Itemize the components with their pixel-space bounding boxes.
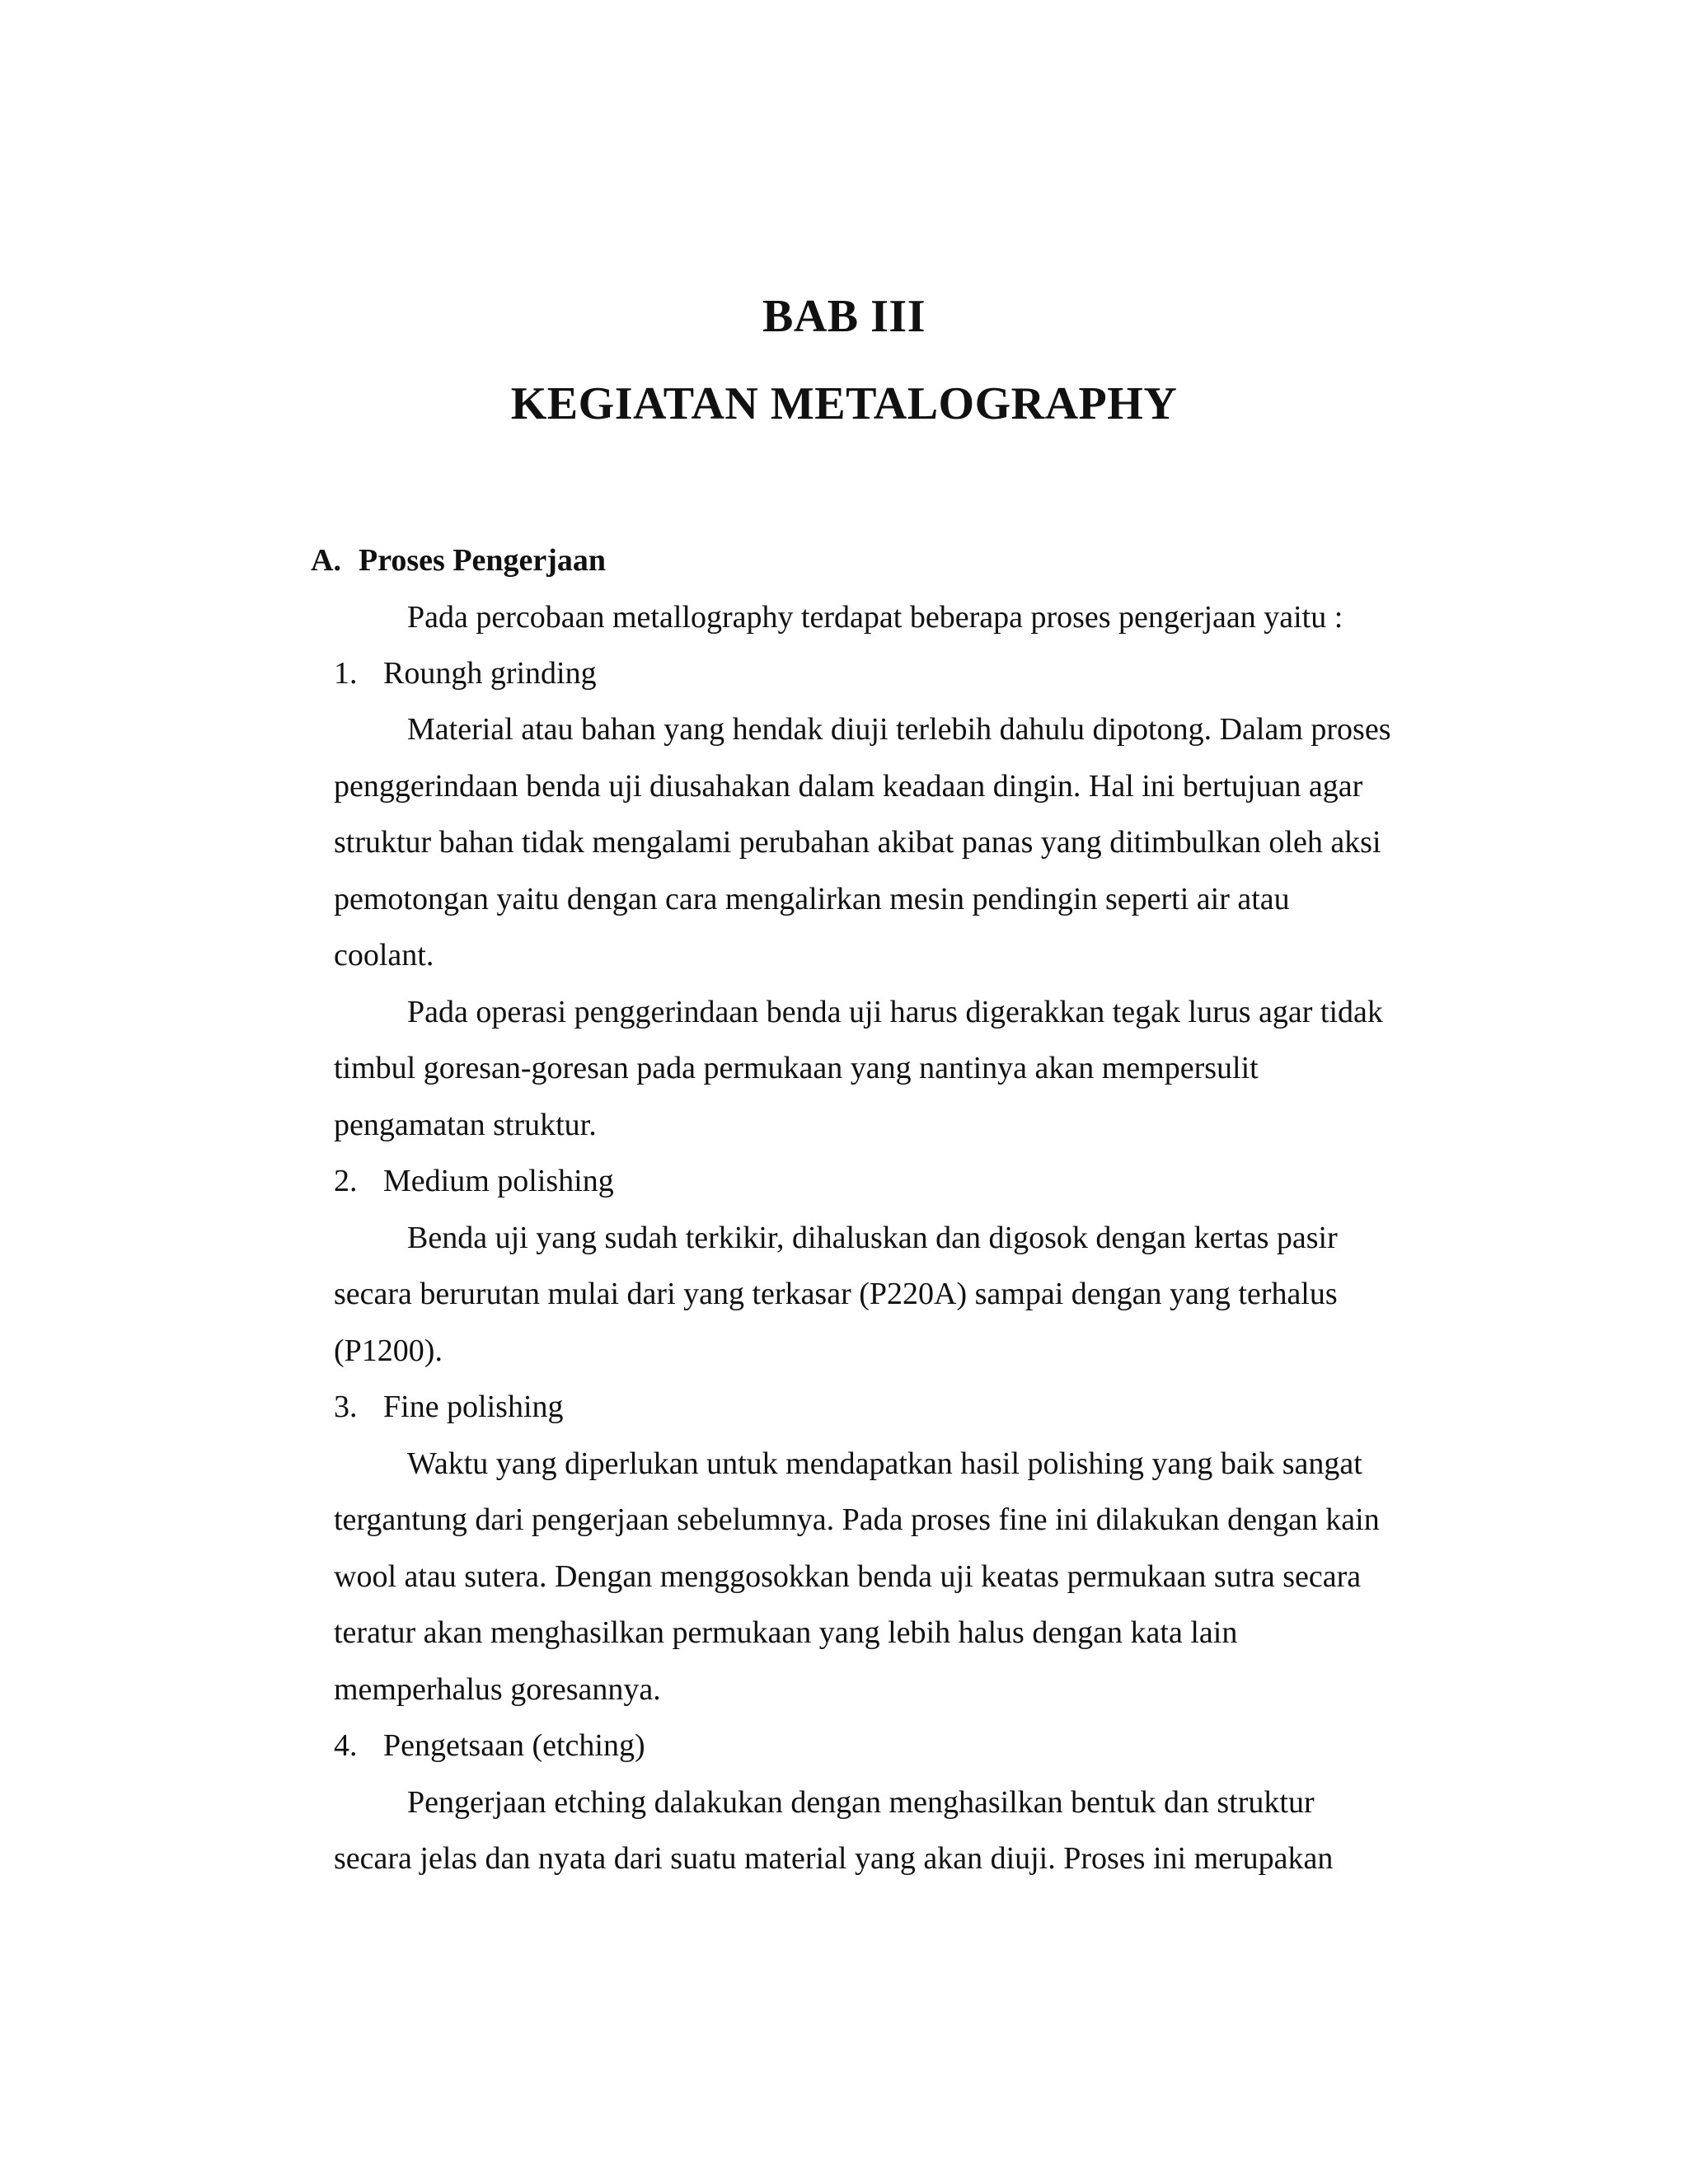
section-title: Proses Pengerjaan <box>359 543 607 578</box>
list-item-number: 1. <box>334 656 358 691</box>
paragraph-line: struktur bahan tidak mengalami perubahan akibat panas yang ditimbulkan oleh aksi <box>334 825 1381 860</box>
paragraph-line: teratur akan menghasilkan permukaan yang lebih halus dengan kata lain <box>334 1615 1238 1650</box>
list-item-number: 2. <box>334 1164 358 1198</box>
paragraph-line: pengamatan struktur. <box>334 1108 597 1142</box>
paragraph-line: Waktu yang diperlukan untuk mendapatkan hasil polishing yang baik sangat <box>407 1446 1362 1481</box>
paragraph-line: Pada operasi penggerindaan benda uji harus digerakkan tegak lurus agar tidak <box>407 995 1383 1029</box>
paragraph-line: Benda uji yang sudah terkikir, dihaluskan dan digosok dengan kertas pasir <box>407 1221 1338 1255</box>
paragraph-line: secara jelas dan nyata dari suatu material yang akan diuji. Proses ini merupakan <box>334 1841 1334 1876</box>
paragraph-line: pemotongan yaitu dengan cara mengalirkan mesin pendingin seperti air atau <box>334 882 1290 916</box>
list-item-heading <box>334 1390 564 1423</box>
paragraph-line: penggerindaan benda uji diusahakan dalam keadaan dingin. Hal ini bertujuan agar <box>334 769 1363 804</box>
paragraph-line: Pengerjaan etching dalakukan dengan menghasilkan bentuk dan struktur <box>407 1785 1315 1820</box>
list-item-title: Pengetsaan (etching) <box>383 1728 645 1763</box>
paragraph-line: wool atau sutera. Dengan menggosokkan benda uji keatas permukaan sutra secara <box>334 1559 1362 1594</box>
paragraph-line: secara berurutan mulai dari yang terkasar (P220A) sampai dengan yang terhalus <box>334 1277 1338 1311</box>
list-item-heading <box>334 657 597 690</box>
paragraph-line: timbul goresan-goresan pada permukaan yang nantinya akan mempersulit <box>334 1051 1259 1085</box>
list-item-title: Roungh grinding <box>383 656 597 691</box>
list-item-number: 3. <box>334 1390 358 1424</box>
section-intro: Pada percobaan metallography terdapat beberapa proses pengerjaan yaitu : <box>407 600 1343 635</box>
list-item-heading <box>334 1165 614 1197</box>
paragraph-line: memperhalus goresannya. <box>334 1672 661 1707</box>
chapter-title: KEGIATAN METALOGRAPHY <box>510 378 1178 429</box>
paragraph-line: Material atau bahan yang hendak diuji terlebih dahulu dipotong. Dalam proses <box>407 712 1391 747</box>
paragraph-line: (P1200). <box>334 1333 443 1368</box>
chapter-number: BAB III <box>762 291 926 342</box>
list-item-title: Fine polishing <box>383 1390 564 1424</box>
list-item-number: 4. <box>334 1728 358 1763</box>
list-item-heading <box>334 1729 645 1762</box>
section-heading <box>311 544 606 577</box>
section-marker: A. <box>311 543 341 578</box>
list-item-title: Medium polishing <box>383 1164 614 1198</box>
paragraph-line: tergantung dari pengerjaan sebelumnya. Pada proses fine ini dilakukan dengan kain <box>334 1502 1380 1537</box>
paragraph-line: coolant. <box>334 938 434 972</box>
